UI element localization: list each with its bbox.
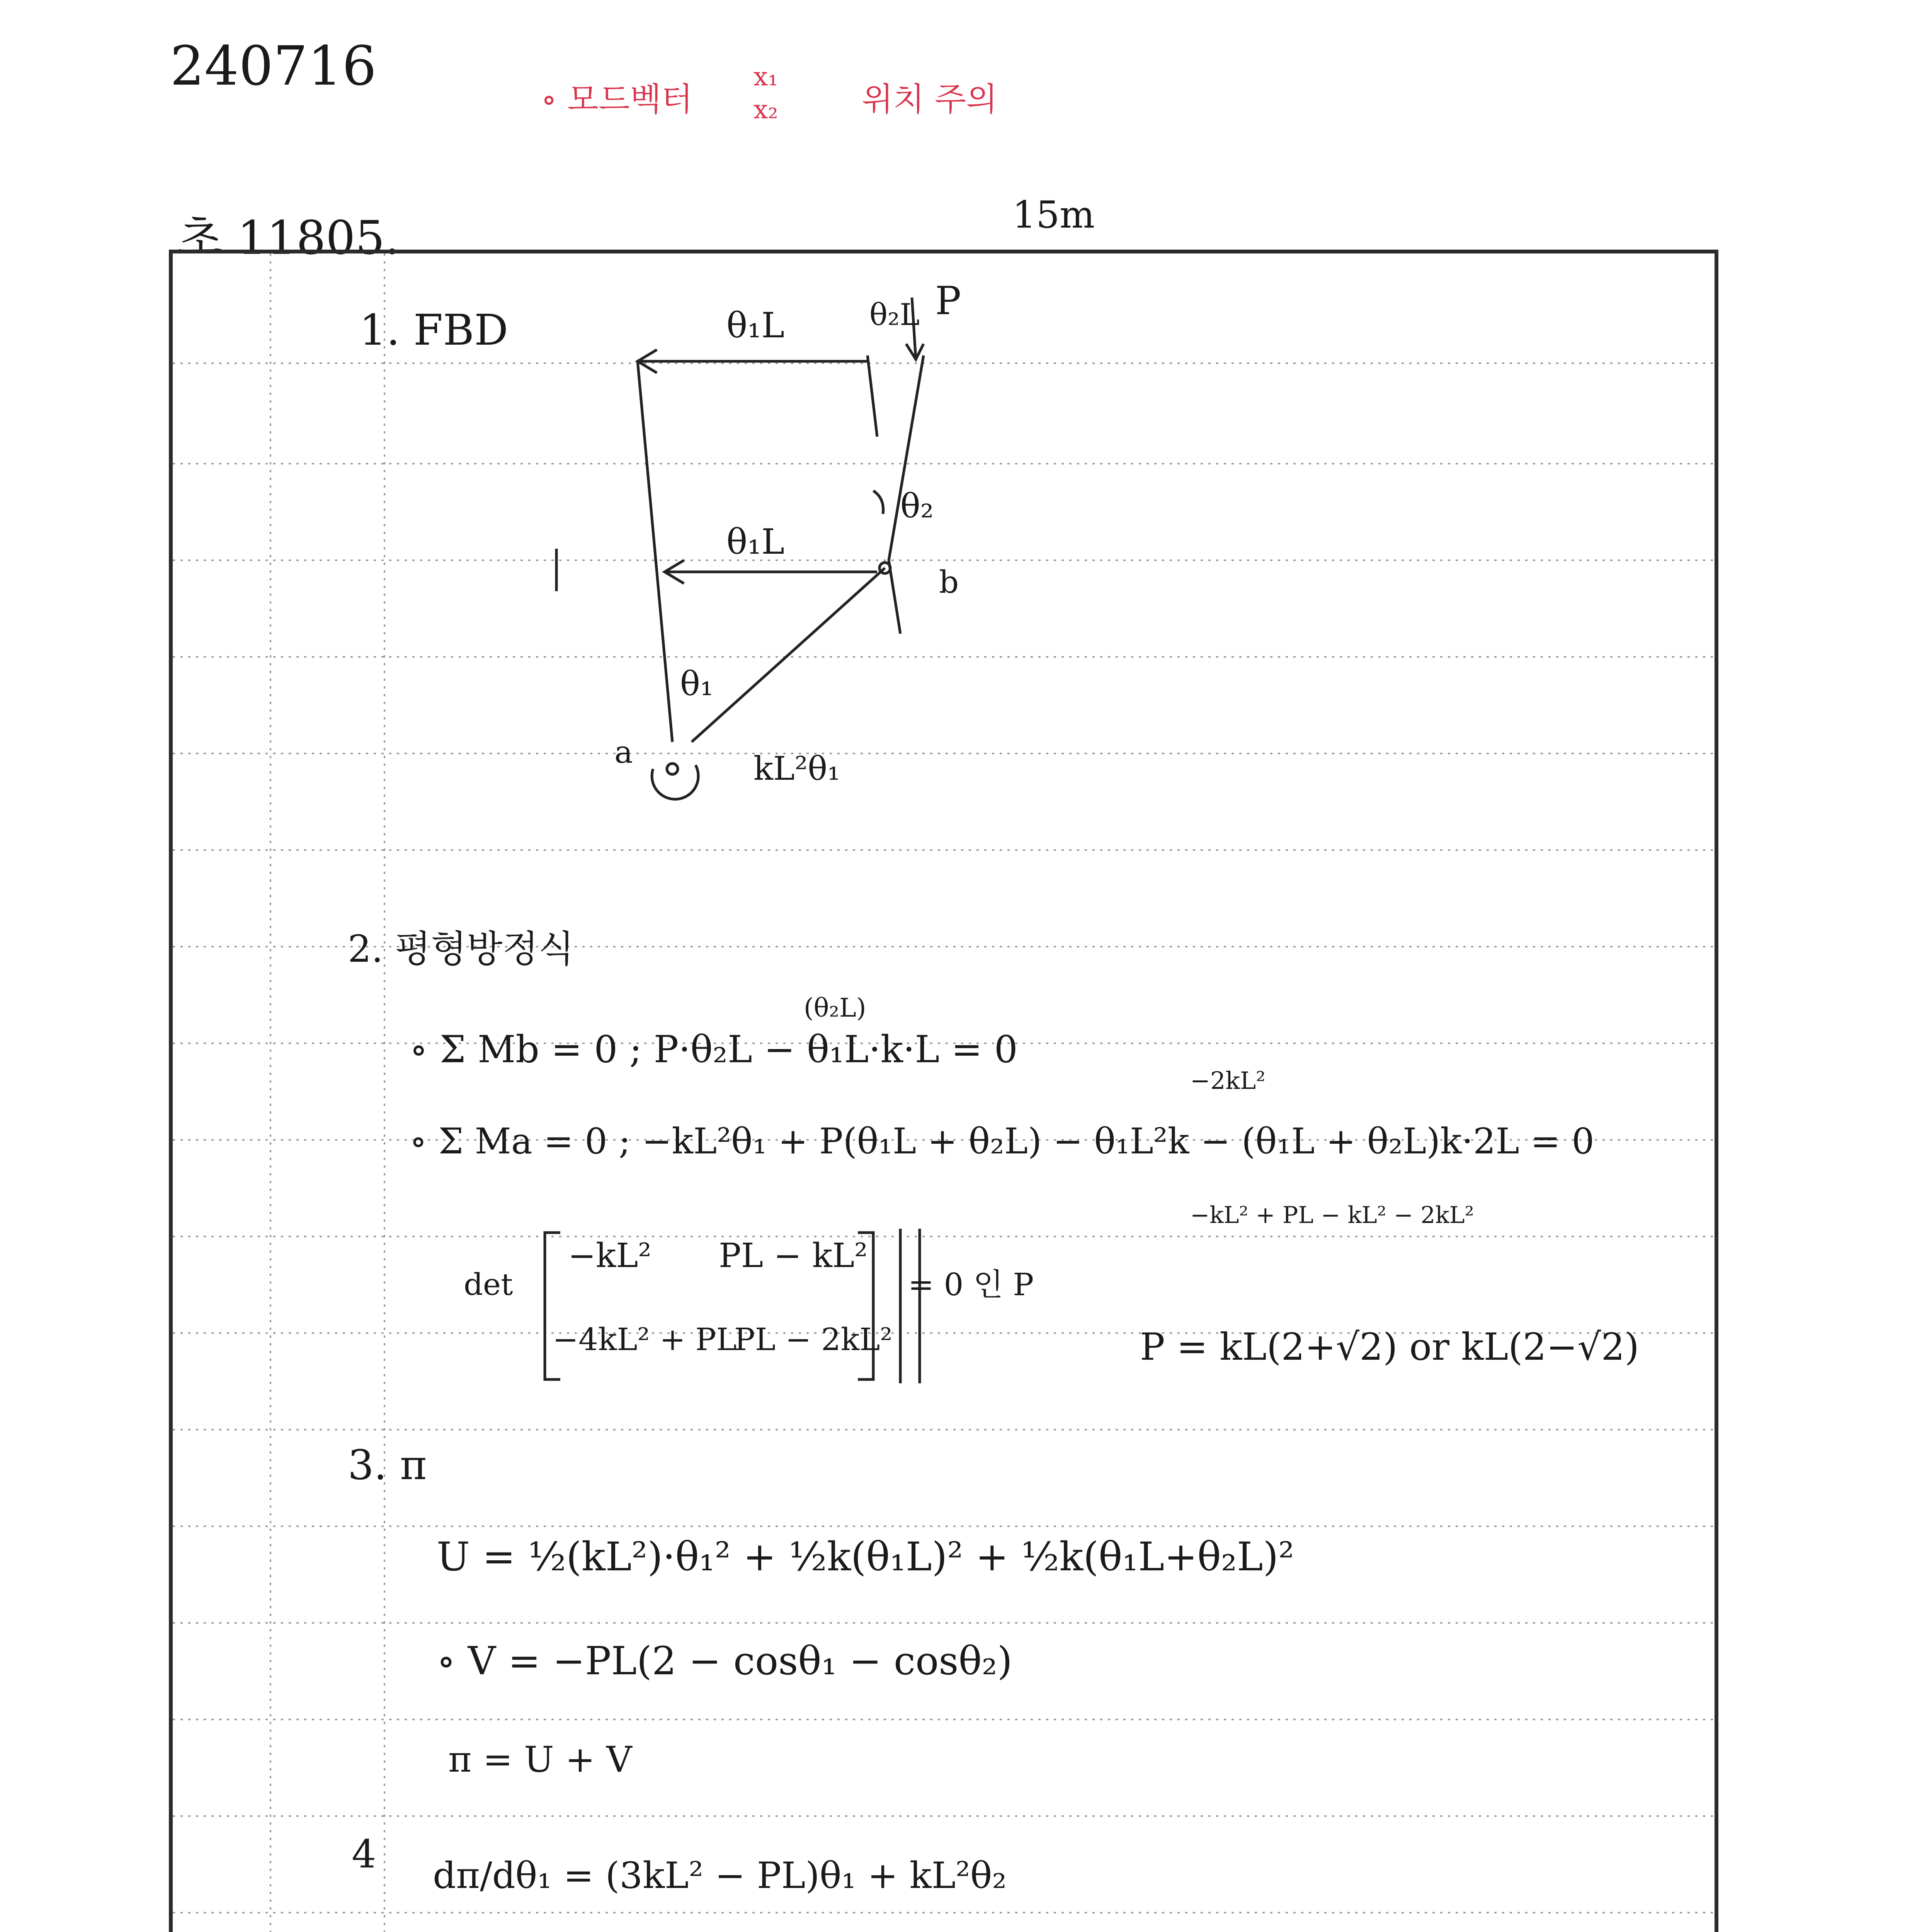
s2-m11: −kL²: [568, 1236, 651, 1275]
mode-vector-note: ∘ 모드벡터: [541, 80, 693, 118]
s2-eq2: ∘ Σ Ma = 0 ; −kL²θ₁ + P(θ₁L + θ₂L) − θ₁L²k − (θ₁L + θ₂L)k·2L = 0: [410, 1121, 1594, 1162]
s2-m21: −4kL² + PL: [553, 1321, 737, 1357]
s2-m22: PL − 2kL²: [734, 1321, 893, 1357]
s2-eq1: ∘ Σ Mb = 0 ; P·θ₂L − θ₁L·k·L = 0: [410, 1028, 1018, 1071]
s1-label-moment: kL²θ₁: [754, 750, 840, 787]
margin-lines: [270, 253, 384, 1932]
s3-pi: π = U + V: [448, 1739, 632, 1780]
s1-label-theta1L-mid: θ₁L: [726, 522, 785, 562]
s2-det-tail: = 0 인 P: [908, 1267, 1034, 1303]
s3-V: ∘ V = −PL(2 − cosθ₁ − cosθ₂): [437, 1638, 1012, 1684]
s2-m12: PL − kL²: [719, 1236, 868, 1275]
s2-det-label: det: [464, 1267, 513, 1302]
s4-d1: dπ/dθ₁ = (3kL² − PL)θ₁ + kL²θ₂: [433, 1855, 1007, 1897]
s1-label-theta1L-top: θ₁L: [726, 305, 785, 346]
s4-title: 4: [352, 1832, 376, 1877]
s2-eq2-note: −2kL²: [1190, 1066, 1266, 1095]
s2-result: P = kL(2+√2) or kL(2−√2): [1140, 1325, 1639, 1369]
s1-label-b: b: [939, 564, 959, 600]
s3-title: 3. π: [348, 1441, 427, 1489]
mode-vector-x2: x₂: [754, 95, 778, 124]
mode-vector-x1: x₁: [754, 62, 778, 92]
s1-label-theta2: θ₂: [900, 487, 934, 526]
s2-title: 2. 평형방정식: [348, 927, 574, 971]
mode-vector-caution: 위치 주의: [862, 80, 998, 118]
s1-label-theta1: θ₁: [680, 665, 714, 703]
student-id: 초 11805.: [178, 211, 400, 265]
s2-side-note: −kL² + PL − kL² − 2kL²: [1190, 1202, 1474, 1229]
s1-title: 1. FBD: [359, 305, 509, 355]
s1-label-P: P: [935, 278, 961, 323]
date-note: 240716: [170, 35, 377, 98]
s1-label-theta2L: θ₂L: [869, 298, 920, 332]
s3-U: U = ½(kL²)·θ₁² + ½k(θ₁L)² + ½k(θ₁L+θ₂L)²: [437, 1534, 1294, 1580]
s2-eq1-note: (θ₂L): [804, 993, 866, 1023]
s1-label-a: a: [614, 734, 633, 770]
time-note: 15m: [1012, 193, 1095, 236]
